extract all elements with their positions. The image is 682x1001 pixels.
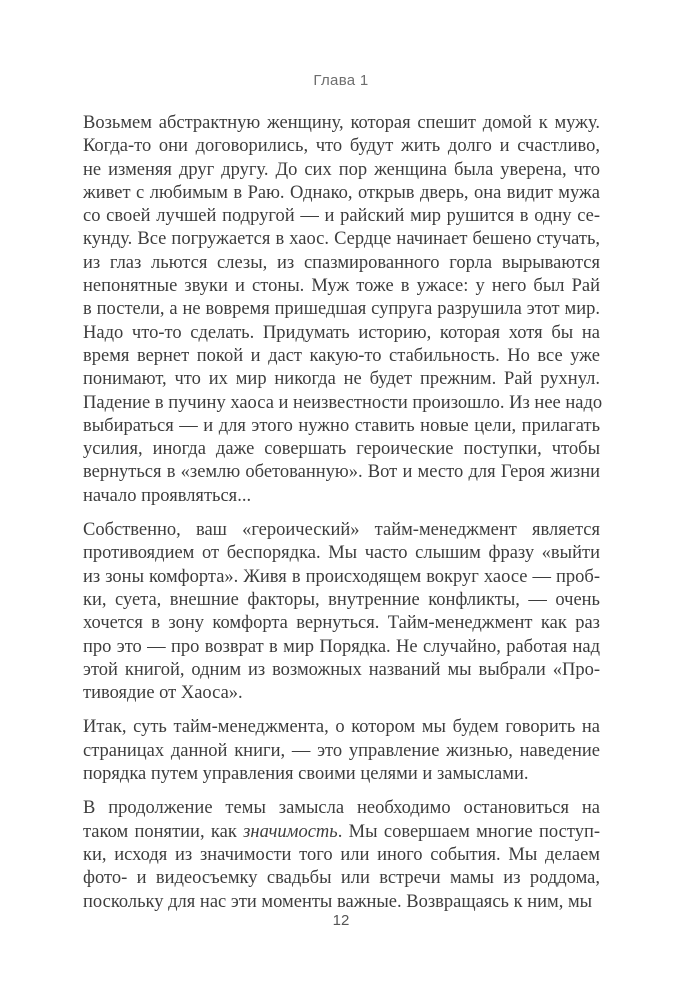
text-line: В продолжение темы замысла необходимо остановиться на — [83, 798, 600, 819]
text-line: Итак, суть тайм-менеджмента, о котором мы будем говорить на — [83, 717, 600, 738]
text-line: Когда-то они договорились, что будут жить долго и счастливо, — [83, 136, 600, 157]
text-line: этой книгой, одним из возможных названий мы выбрали «Про- — [83, 659, 600, 680]
text-line: живет с любимым в Раю. Однако, открыв дверь, она видит мужа — [83, 182, 600, 203]
text-line: страницах данной книги, — это управление жизнью, наведение — [83, 740, 600, 761]
text-line: начало проявляться... — [83, 485, 252, 506]
text-line: тивоядие от Хаоса». — [83, 683, 243, 704]
text-line: выбираться — и для этого нужно ставить новые цели, прилагать — [83, 415, 600, 436]
paragraph — [83, 112, 603, 508]
text-line: поскольку для нас эти моменты важные. Возвращаясь к ним, мы — [83, 891, 593, 912]
text-line: из зоны комфорта». Живя в происходящем вокруг хаосе — проб- — [83, 566, 600, 587]
paragraph — [83, 716, 600, 786]
text-line: Собственно, ваш «героический» тайм-менеджмент является — [83, 520, 600, 541]
text-line: из глаз льются слезы, из спазмированного горла вырываются — [83, 252, 600, 273]
text-line: усилия, иногда даже совершать героические поступки, чтобы — [83, 439, 600, 460]
page-number: 12 — [332, 912, 350, 929]
text-line: противоядием от беспорядка. Мы часто слышим фразу «выйти — [83, 543, 600, 564]
text-line: в постели, а не вовремя пришедшая супруга разрушила этот мир. — [83, 299, 600, 320]
text-line: со своей лучшей подругой — и райский мир рушится в одну се- — [83, 206, 600, 227]
text-line: Надо что-то сделать. Придумать историю, которая хотя бы на — [83, 322, 600, 343]
text-line: фото- и видеосъемку свадьбы или встречи мамы из роддома, — [83, 868, 600, 889]
text-line: про это — про возврат в мир Порядка. Не случайно, работая над — [83, 636, 600, 657]
body-text-block — [83, 112, 603, 925]
chapter-header: Глава 1 — [313, 72, 369, 89]
text-line: хочется в зону комфорта вернуться. Тайм-менеджмент как раз — [83, 613, 600, 634]
text-line: время вернет покой и даст какую-то стабильность. Но все уже — [83, 345, 600, 366]
text-line: Возьмем абстрактную женщину, которая спешит домой к мужу. — [83, 113, 600, 133]
text-line: не изменяя друг другу. До сих пор женщина была уверена, что — [83, 159, 600, 180]
text-line: таком понятии, как значимость. Мы совершаем многие поступ- — [83, 821, 601, 842]
paragraph — [83, 797, 600, 913]
text-line: порядка путем управления своими целями и замыслами. — [83, 764, 529, 785]
text-line: Падение в пучину хаоса и неизвестности произошло. Из нее надо — [83, 392, 603, 413]
paragraph — [83, 519, 600, 705]
text-line: ки, исходя из значимости того или иного события. Мы делаем — [83, 844, 600, 865]
text-line: вернуться в «землю обетованную». Вот и место для Героя жизни — [83, 462, 600, 483]
text-line: непонятные звуки и стоны. Муж тоже в ужасе: у него был Рай — [83, 276, 600, 297]
text-line: понимают, что их мир никогда не будет прежним. Рай рухнул. — [83, 369, 600, 390]
text-line: кунду. Все погружается в хаос. Сердце начинает бешено стучать, — [83, 229, 600, 250]
text-line: ки, суета, внешние факторы, внутренние конфликты, — очень — [83, 589, 600, 610]
